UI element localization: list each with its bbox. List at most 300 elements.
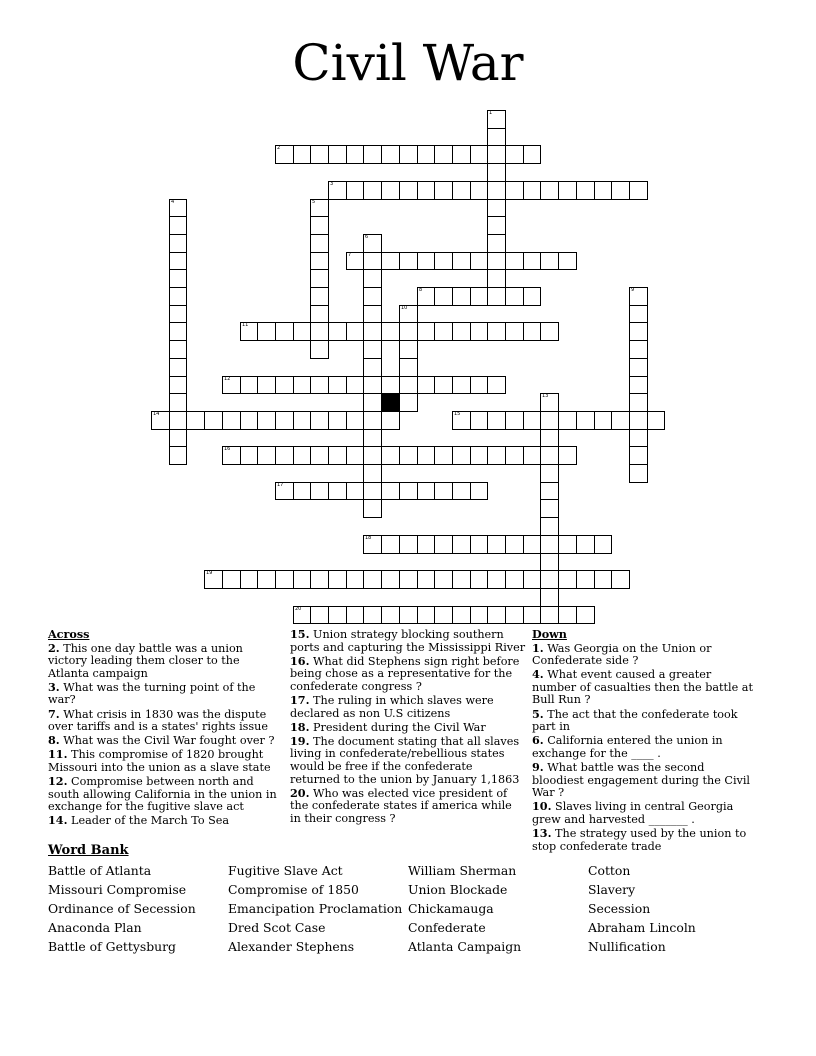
clue — [48, 681, 278, 707]
grid-cell[interactable] — [629, 393, 648, 412]
grid-cell[interactable] — [505, 535, 524, 554]
grid-cell[interactable] — [470, 181, 488, 200]
grid-cell[interactable] — [594, 570, 612, 589]
grid-cell[interactable] — [310, 216, 329, 235]
grid-cell[interactable] — [505, 570, 524, 589]
grid-cell[interactable] — [328, 181, 347, 200]
grid-cell[interactable] — [186, 411, 205, 430]
grid-cell[interactable] — [399, 358, 418, 377]
grid-cell[interactable] — [470, 606, 488, 624]
grid-cell[interactable] — [540, 252, 559, 270]
grid-cell[interactable] — [346, 570, 364, 589]
grid-cell[interactable] — [505, 145, 524, 164]
grid-cell[interactable] — [310, 340, 329, 359]
grid-cell[interactable] — [629, 429, 648, 447]
grid-cell[interactable] — [434, 535, 453, 554]
grid-cell[interactable] — [523, 606, 541, 624]
grid-cell[interactable] — [523, 535, 541, 554]
grid-cell[interactable] — [470, 287, 488, 306]
grid-cell[interactable] — [470, 570, 488, 589]
grid-cell[interactable] — [452, 535, 471, 554]
grid-cell[interactable] — [363, 234, 382, 253]
grid-cell[interactable] — [487, 216, 506, 235]
grid-cell[interactable] — [293, 322, 311, 341]
grid-cell[interactable] — [293, 446, 311, 465]
grid-cell[interactable] — [594, 535, 612, 554]
grid-cell[interactable] — [434, 322, 453, 341]
grid-cell[interactable] — [363, 535, 382, 554]
grid-cell[interactable] — [363, 429, 382, 447]
grid-cell[interactable] — [381, 535, 400, 554]
grid-cell[interactable] — [240, 446, 258, 465]
grid-cell[interactable] — [328, 606, 347, 624]
grid-cell[interactable] — [629, 446, 648, 465]
grid-cell[interactable] — [629, 305, 648, 323]
grid-cell[interactable] — [629, 464, 648, 483]
grid-cell[interactable] — [523, 252, 541, 270]
grid-cell[interactable] — [363, 181, 382, 200]
grid-cell[interactable] — [417, 181, 435, 200]
grid-cell[interactable] — [169, 252, 187, 270]
grid-cell[interactable] — [222, 376, 241, 394]
grid-cell[interactable] — [540, 429, 559, 447]
grid-cell[interactable] — [310, 234, 329, 253]
grid-cell[interactable] — [346, 411, 364, 430]
grid-cell[interactable] — [576, 181, 595, 200]
grid-cell[interactable] — [381, 252, 400, 270]
grid-cell[interactable] — [346, 446, 364, 465]
grid-cell[interactable] — [540, 588, 559, 607]
grid-cell[interactable] — [257, 411, 276, 430]
grid-cell[interactable] — [399, 322, 418, 341]
grid-cell[interactable] — [540, 570, 559, 589]
grid-cell[interactable] — [487, 446, 506, 465]
grid-cell[interactable] — [310, 269, 329, 288]
grid-cell[interactable] — [399, 376, 418, 394]
grid-cell[interactable] — [470, 446, 488, 465]
grid-cell[interactable] — [487, 252, 506, 270]
grid-cell[interactable] — [434, 606, 453, 624]
clue-number: 14. — [48, 813, 68, 828]
grid-cell[interactable] — [417, 535, 435, 554]
grid-cell[interactable] — [558, 252, 577, 270]
grid-cell[interactable] — [487, 110, 506, 129]
grid-cell[interactable] — [505, 446, 524, 465]
grid-cell[interactable] — [452, 252, 471, 270]
grid-cell[interactable] — [257, 376, 276, 394]
grid-cell[interactable] — [257, 322, 276, 341]
clue-number: 8 — [419, 287, 423, 293]
word-bank-column — [588, 861, 763, 956]
grid-cell[interactable] — [452, 446, 471, 465]
grid-cell[interactable] — [487, 322, 506, 341]
grid-cell[interactable] — [363, 464, 382, 483]
grid-cell[interactable] — [363, 269, 382, 288]
grid-cell[interactable] — [222, 411, 241, 430]
grid-cell[interactable] — [169, 358, 187, 377]
grid-cell[interactable] — [452, 606, 471, 624]
grid-cell[interactable] — [363, 446, 382, 465]
grid-cell[interactable] — [417, 322, 435, 341]
grid-cell[interactable] — [417, 570, 435, 589]
grid-cell[interactable] — [381, 446, 400, 465]
grid-cell[interactable] — [629, 322, 648, 341]
grid-cell[interactable] — [169, 340, 187, 359]
grid-cell[interactable] — [310, 145, 329, 164]
grid-cell[interactable] — [399, 446, 418, 465]
grid-cell[interactable] — [363, 322, 382, 341]
clue-number: 20. — [290, 785, 310, 800]
grid-cell[interactable] — [151, 411, 170, 430]
grid-cell[interactable] — [399, 393, 418, 412]
grid-cell[interactable] — [169, 429, 187, 447]
word-bank-heading: Word Bank — [48, 843, 129, 858]
grid-cell[interactable] — [452, 570, 471, 589]
grid-cell[interactable] — [293, 411, 311, 430]
grid-cell[interactable] — [470, 145, 488, 164]
grid-cell[interactable] — [240, 570, 258, 589]
grid-cell[interactable] — [505, 252, 524, 270]
word-bank-column — [408, 861, 583, 956]
grid-cell[interactable] — [240, 411, 258, 430]
grid-cell[interactable] — [540, 535, 559, 554]
grid-cell[interactable] — [417, 446, 435, 465]
grid-cell[interactable] — [310, 606, 329, 624]
grid-cell[interactable] — [169, 305, 187, 323]
grid-cell[interactable] — [629, 287, 648, 306]
grid-cell[interactable] — [363, 287, 382, 306]
grid-cell[interactable] — [417, 252, 435, 270]
grid-cell[interactable] — [540, 446, 559, 465]
grid-cell[interactable] — [381, 145, 400, 164]
grid-cell[interactable] — [452, 322, 471, 341]
grid-cell[interactable] — [558, 446, 577, 465]
grid-cell[interactable] — [487, 606, 506, 624]
grid-cell[interactable] — [310, 446, 329, 465]
grid-cell[interactable] — [363, 499, 382, 518]
grid-cell[interactable] — [487, 535, 506, 554]
grid-cell[interactable] — [452, 145, 471, 164]
word-bank-item: Cotton — [588, 863, 631, 878]
grid-cell[interactable] — [381, 322, 400, 341]
grid-cell[interactable] — [293, 570, 311, 589]
grid-cell[interactable] — [470, 535, 488, 554]
grid-cell[interactable] — [452, 411, 471, 430]
grid-cell[interactable] — [558, 535, 577, 554]
grid-cell[interactable] — [470, 482, 488, 500]
grid-cell[interactable] — [222, 446, 241, 465]
grid-cell[interactable] — [381, 181, 400, 200]
clue — [290, 655, 526, 694]
grid-cell[interactable] — [399, 482, 418, 500]
grid-cell[interactable] — [293, 376, 311, 394]
grid-cell[interactable] — [240, 376, 258, 394]
grid-cell[interactable] — [169, 376, 187, 394]
grid-cell[interactable] — [363, 411, 382, 430]
grid-cell[interactable] — [540, 393, 559, 412]
clue-text: What crisis in 1830 was the dispute over tariffs and is a states' rights issue — [48, 707, 268, 734]
grid-cell[interactable] — [399, 305, 418, 323]
clue-number: 11 — [242, 322, 249, 328]
grid-cell[interactable] — [275, 322, 294, 341]
grid-cell[interactable] — [310, 482, 329, 500]
clue-number: 3 — [330, 181, 334, 187]
grid-cell[interactable] — [328, 145, 347, 164]
grid-cell[interactable] — [470, 376, 488, 394]
grid-cell[interactable] — [505, 322, 524, 341]
grid-cell[interactable] — [434, 287, 453, 306]
grid-cell[interactable] — [310, 199, 329, 217]
word-bank-item: Compromise of 1850 — [228, 882, 359, 897]
grid-cell[interactable] — [257, 570, 276, 589]
grid-cell[interactable] — [523, 287, 541, 306]
clue — [290, 694, 526, 720]
grid-cell[interactable] — [399, 181, 418, 200]
grid-cell[interactable] — [629, 181, 648, 200]
grid-cell[interactable] — [222, 570, 241, 589]
grid-cell[interactable] — [328, 446, 347, 465]
grid-cell[interactable] — [363, 252, 382, 270]
grid-cell[interactable] — [434, 446, 453, 465]
clue — [290, 721, 526, 735]
clue-text: Was Georgia on the Union or Confederate side ? — [532, 641, 712, 668]
grid-cell[interactable] — [293, 145, 311, 164]
grid-cell[interactable] — [346, 145, 364, 164]
grid-cell[interactable] — [487, 269, 506, 288]
grid-cell[interactable] — [346, 606, 364, 624]
grid-cell[interactable] — [328, 322, 347, 341]
grid-cell[interactable] — [629, 411, 648, 430]
grid-cell[interactable] — [594, 411, 612, 430]
grid-cell[interactable] — [523, 322, 541, 341]
clue-number: 16. — [290, 653, 310, 668]
grid-cell[interactable] — [417, 287, 435, 306]
word-bank-item: Ordinance of Secession — [48, 901, 196, 916]
grid-cell[interactable] — [629, 358, 648, 377]
grid-cell[interactable] — [275, 411, 294, 430]
grid-cell[interactable] — [487, 199, 506, 217]
grid-cell[interactable] — [328, 376, 347, 394]
grid-cell[interactable] — [399, 570, 418, 589]
grid-cell[interactable] — [487, 376, 506, 394]
grid-cell[interactable] — [434, 252, 453, 270]
grid-cell[interactable] — [275, 145, 294, 164]
clue-text: What did Stephens sign right before being chose as a representative for the confederate congress ? — [290, 654, 520, 693]
grid-cell[interactable] — [346, 252, 364, 270]
grid-cell[interactable] — [363, 145, 382, 164]
clue-number: 13 — [542, 393, 549, 399]
grid-cell[interactable] — [540, 499, 559, 518]
grid-cell[interactable] — [505, 181, 524, 200]
grid-cell[interactable] — [434, 376, 453, 394]
grid-cell[interactable] — [611, 570, 630, 589]
clue-number: 5. — [532, 706, 544, 721]
grid-cell[interactable] — [381, 411, 400, 430]
clue-number: 14 — [153, 411, 160, 417]
grid-cell[interactable] — [523, 411, 541, 430]
grid-cell[interactable] — [558, 181, 577, 200]
grid-cell[interactable] — [363, 570, 382, 589]
clue — [290, 628, 526, 654]
grid-cell[interactable] — [487, 570, 506, 589]
word-bank-item: William Sherman — [408, 863, 517, 878]
grid-cell[interactable] — [523, 181, 541, 200]
grid-cell[interactable] — [346, 181, 364, 200]
grid-cell[interactable] — [540, 411, 559, 430]
grid-cell[interactable] — [470, 252, 488, 270]
grid-cell[interactable] — [487, 287, 506, 306]
grid-cell[interactable] — [381, 482, 400, 500]
grid-cell[interactable] — [310, 322, 329, 341]
grid-cell[interactable] — [275, 482, 294, 500]
down-clues — [532, 628, 757, 854]
grid-cell[interactable] — [363, 606, 382, 624]
grid-cell[interactable] — [576, 570, 595, 589]
grid-cell[interactable] — [310, 252, 329, 270]
grid-cell[interactable] — [434, 482, 453, 500]
grid-cell[interactable] — [487, 234, 506, 253]
grid-cell[interactable] — [381, 376, 400, 394]
grid-cell[interactable] — [540, 181, 559, 200]
word-bank-item: Slavery — [588, 882, 636, 897]
grid-cell[interactable] — [487, 128, 506, 146]
grid-cell[interactable] — [169, 199, 187, 217]
grid-cell[interactable] — [576, 411, 595, 430]
grid-cell[interactable] — [381, 606, 400, 624]
grid-cell[interactable] — [363, 305, 382, 323]
grid-cell[interactable] — [346, 482, 364, 500]
grid-cell[interactable] — [204, 570, 223, 589]
grid-cell[interactable] — [169, 269, 187, 288]
grid-cell[interactable] — [647, 411, 665, 430]
grid-cell[interactable] — [363, 358, 382, 377]
grid-cell[interactable] — [399, 145, 418, 164]
grid-cell[interactable] — [346, 376, 364, 394]
grid-cell[interactable] — [293, 482, 311, 500]
grid-cell[interactable] — [540, 464, 559, 483]
grid-cell[interactable] — [240, 322, 258, 341]
clue — [48, 642, 278, 681]
grid-cell[interactable] — [505, 606, 524, 624]
grid-cell[interactable] — [540, 482, 559, 500]
clue-text: The act that the confederate took part in — [532, 707, 738, 734]
grid-cell[interactable] — [558, 570, 577, 589]
grid-cell[interactable] — [275, 570, 294, 589]
grid-cell[interactable] — [310, 411, 329, 430]
grid-cell[interactable] — [328, 411, 347, 430]
grid-cell[interactable] — [417, 482, 435, 500]
grid-cell[interactable] — [399, 340, 418, 359]
grid-cell[interactable] — [452, 482, 471, 500]
grid-cell[interactable] — [346, 322, 364, 341]
grid-cell[interactable] — [523, 446, 541, 465]
clue-text: Union strategy blocking southern ports and capturing the Mississippi River — [290, 628, 526, 654]
grid-cell[interactable] — [293, 606, 311, 624]
grid-cell[interactable] — [169, 393, 187, 412]
grid-cell[interactable] — [540, 553, 559, 571]
grid-cell[interactable] — [275, 376, 294, 394]
word-bank-item: Union Blockade — [408, 882, 508, 897]
grid-cell[interactable] — [310, 305, 329, 323]
word-bank-item: Abraham Lincoln — [588, 920, 696, 935]
grid-cell[interactable] — [452, 376, 471, 394]
grid-cell[interactable] — [540, 517, 559, 536]
grid-cell[interactable] — [452, 181, 471, 200]
grid-cell[interactable] — [611, 411, 630, 430]
grid-cell[interactable] — [487, 145, 506, 164]
grid-cell[interactable] — [399, 252, 418, 270]
grid-cell[interactable] — [629, 340, 648, 359]
clue-number: 4 — [171, 199, 175, 205]
grid-cell[interactable] — [257, 446, 276, 465]
grid-cell[interactable] — [310, 570, 329, 589]
grid-cell[interactable] — [169, 322, 187, 341]
grid-cell[interactable] — [470, 322, 488, 341]
grid-cell[interactable] — [399, 535, 418, 554]
grid-cell[interactable] — [470, 411, 488, 430]
grid-cell[interactable] — [434, 181, 453, 200]
clue-text: What battle was the second bloodiest engagement during the Civil War ? — [532, 760, 750, 800]
grid-cell[interactable] — [434, 570, 453, 589]
grid-cell[interactable] — [169, 411, 187, 430]
grid-cell[interactable] — [363, 482, 382, 500]
grid-cell[interactable] — [310, 376, 329, 394]
grid-cell[interactable] — [169, 446, 187, 465]
grid-cell[interactable] — [204, 411, 223, 430]
across-clues — [48, 628, 278, 828]
grid-cell[interactable] — [169, 234, 187, 253]
grid-cell[interactable] — [363, 376, 382, 394]
grid-cell[interactable] — [169, 216, 187, 235]
grid-cell[interactable] — [275, 446, 294, 465]
grid-cell[interactable] — [487, 411, 506, 430]
clue — [48, 734, 278, 748]
grid-cell[interactable] — [558, 411, 577, 430]
grid-cell[interactable] — [558, 606, 577, 624]
grid-cell[interactable] — [417, 145, 435, 164]
word-bank-item: Confederate — [408, 920, 486, 935]
grid-cell[interactable] — [363, 393, 382, 412]
grid-cell[interactable] — [505, 411, 524, 430]
grid-cell[interactable] — [363, 340, 382, 359]
grid-cell[interactable] — [540, 322, 559, 341]
clue-number: 10. — [532, 799, 552, 814]
grid-cell[interactable] — [328, 482, 347, 500]
grid-cell[interactable] — [487, 181, 506, 200]
grid-cell[interactable] — [310, 287, 329, 306]
grid-cell[interactable] — [452, 287, 471, 306]
grid-cell[interactable] — [629, 376, 648, 394]
grid-cell[interactable] — [417, 606, 435, 624]
grid-cell[interactable] — [487, 163, 506, 182]
grid-cell[interactable] — [576, 606, 595, 624]
clue — [532, 708, 757, 734]
grid-cell[interactable] — [611, 181, 630, 200]
grid-cell[interactable] — [523, 145, 541, 164]
grid-cell[interactable] — [576, 535, 595, 554]
clue — [48, 775, 278, 814]
grid-cell[interactable] — [523, 570, 541, 589]
grid-cell[interactable] — [540, 606, 559, 624]
grid-cell[interactable] — [381, 570, 400, 589]
grid-cell[interactable] — [417, 376, 435, 394]
grid-cell[interactable] — [434, 145, 453, 164]
grid-cell[interactable] — [399, 606, 418, 624]
grid-cell[interactable] — [594, 181, 612, 200]
grid-cell[interactable] — [328, 570, 347, 589]
grid-cell[interactable] — [169, 287, 187, 306]
grid-cell[interactable] — [505, 287, 524, 306]
